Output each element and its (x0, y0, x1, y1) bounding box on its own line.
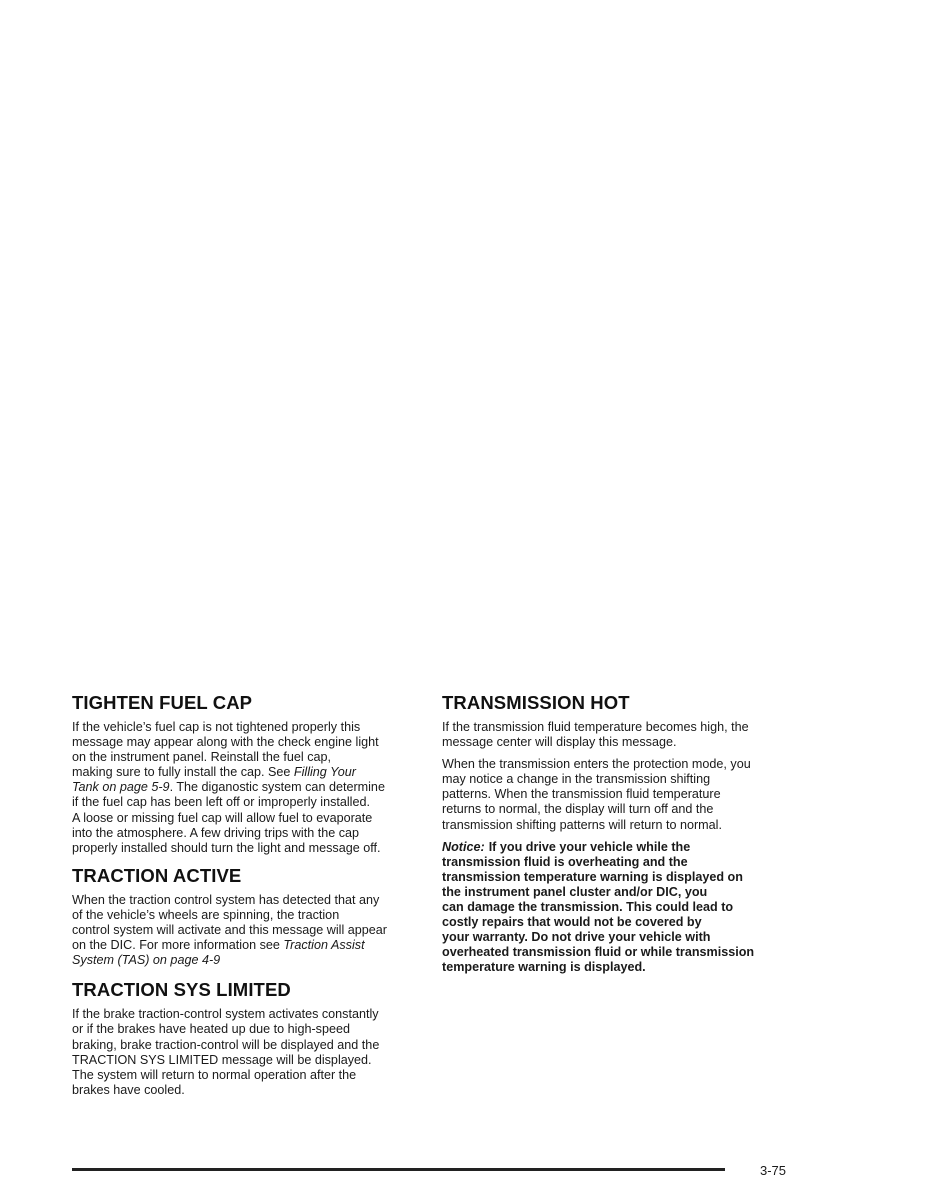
text-line: control system will activate and this message will appear (72, 923, 387, 938)
text-line: on the instrument panel. Reinstall the fuel cap, (72, 750, 332, 765)
section-transmission-hot (442, 692, 792, 976)
text-line: costly repairs that would not be covered by (442, 915, 702, 930)
text-line: message may appear along with the check engine light (72, 735, 379, 750)
text-line: if the fuel cap has been left off or improperly installed. (72, 795, 370, 810)
text-line: TRACTION SYS LIMITED message will be displayed. (72, 1052, 372, 1067)
text-line: may notice a change in the transmission shifting (442, 772, 711, 787)
notice-block (442, 840, 792, 976)
heading-tighten-fuel-cap: TIGHTEN FUEL CAP (72, 692, 253, 713)
text-line: the instrument panel cluster and/or DIC, you (442, 884, 708, 899)
section-traction-active (72, 865, 424, 968)
text-fragment: . The diganostic system can determine (169, 780, 385, 795)
cross-reference-link[interactable]: Traction Assist (283, 938, 365, 953)
right-column (442, 692, 792, 976)
text-line (72, 780, 424, 795)
body-transmission-hot-para1 (442, 720, 792, 750)
notice-text (442, 840, 792, 976)
text-line: A loose or missing fuel cap will allow fuel to evaporate (72, 810, 373, 825)
heading-transmission-hot: TRANSMISSION HOT (442, 692, 630, 713)
body-transmission-hot-para2 (442, 757, 792, 832)
text-line: returns to normal, the display will turn off and the (442, 802, 714, 817)
text-line: brakes have cooled. (72, 1082, 185, 1097)
text-line: message center will display this message. (442, 735, 677, 750)
text-line: of the vehicle’s wheels are spinning, the traction (72, 907, 340, 922)
section-traction-sys-limited (72, 979, 424, 1098)
text-line: patterns. When the transmission fluid temperature (442, 787, 721, 802)
text-line: When the traction control system has detected that any (72, 892, 380, 907)
text-line (72, 765, 424, 780)
left-column (72, 692, 424, 1098)
text-line: or if the brakes have heated up due to high-speed (72, 1022, 350, 1037)
text-line: your warranty. Do not drive your vehicle with (442, 930, 711, 945)
text-line: If the vehicle’s fuel cap is not tightened properly this (72, 720, 361, 734)
text-line: properly installed should turn the light and message off. (72, 840, 381, 855)
text-line: If the brake traction-control system activates constantly (72, 1007, 379, 1022)
text-line (72, 938, 424, 953)
cross-reference-link[interactable]: Tank on page 5-9 (72, 780, 170, 795)
text-fragment: making sure to fully install the cap. See (72, 765, 294, 780)
text-line: temperature warning is displayed. (442, 960, 646, 975)
text-line: If the transmission fluid temperature becomes high, the (442, 720, 749, 734)
text-line: When the transmission enters the protection mode, you (442, 757, 751, 772)
text-line: braking, brake traction-control will be displayed and the (72, 1037, 380, 1052)
text-line: overheated transmission fluid or while transmission (442, 945, 755, 960)
text-line: can damage the transmission. This could lead to (442, 900, 734, 915)
text-line: into the atmosphere. A few driving trips with the cap (72, 825, 360, 840)
page-number: 3-75 (760, 1163, 787, 1178)
text-line: transmission fluid is overheating and the (442, 854, 688, 869)
body-traction-active (72, 893, 424, 968)
body-tighten-fuel-cap (72, 720, 424, 856)
text-line: transmission shifting patterns will return to normal. (442, 817, 722, 832)
text-line: The system will return to normal operation after the (72, 1067, 357, 1082)
cross-reference-link[interactable]: System (TAS) on page 4-9 (72, 953, 221, 968)
text-line (442, 840, 792, 855)
notice-label: Notice: (442, 839, 485, 854)
footer-rule (72, 1168, 725, 1171)
text-fragment: on the DIC. For more information see (72, 938, 284, 953)
heading-traction-sys-limited: TRACTION SYS LIMITED (72, 979, 291, 1001)
heading-traction-active: TRACTION ACTIVE (72, 864, 242, 886)
cross-reference-link[interactable]: Filling Your (293, 765, 356, 780)
section-tighten-fuel-cap (72, 692, 424, 856)
body-traction-sys-limited (72, 1007, 424, 1098)
text-line (72, 953, 424, 968)
text-fragment: If you drive your vehicle while the (488, 839, 691, 854)
text-line: transmission temperature warning is displayed on (442, 869, 743, 884)
